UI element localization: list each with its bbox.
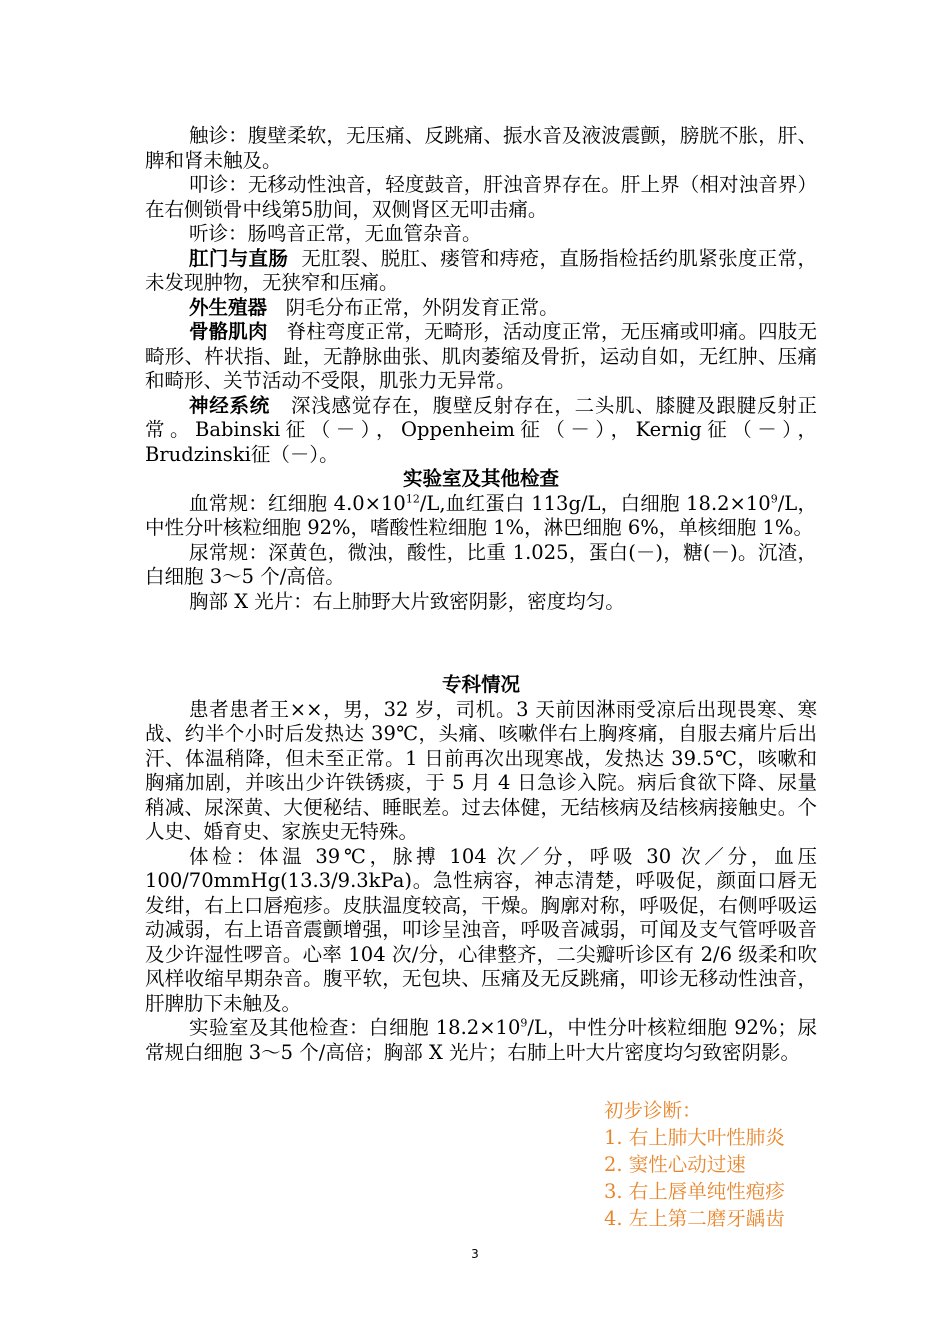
anus-paragraph [145,247,817,296]
page-number: 3 [471,1247,479,1261]
exam-section [145,124,817,614]
blood-text-c: /L，中性分叶核粒细胞 92%，嗜酸性粒细胞 1%，淋巴细胞 6%，单核细胞 1%。 [145,491,817,539]
diagnosis-item: 4. 左上第二磨牙龋齿 [604,1207,785,1230]
diagnosis-item: 1. 右上肺大叶性肺炎 [604,1126,785,1149]
specialty-heading: 专科情况 [441,673,520,696]
genital-text: 阴毛分布正常，外阴发育正常。 [285,295,559,319]
auscultation-paragraph: 听诊：肠鸣音正常，无血管杂音。 [189,222,482,245]
msk-label: 骨骼肌肉 [189,320,268,343]
specialty-lab-paragraph [145,1016,817,1065]
diagnosis-block [604,1097,785,1232]
diagnosis-item: 2. 窦性心动过速 [604,1153,746,1176]
specialty-lab-exponent: 9 [520,1016,528,1030]
urine-paragraph: 尿常规：深黄色，微浊，酸性，比重 1.025，蛋白(－)，糖(－)。沉渣，白细胞 3～5 个/高倍。 [145,540,817,588]
neuro-text: 深浅感觉存在，腹壁反射存在，二头肌、膝腱及跟腱反射正常。Babinski征（－），Oppenheim征（－），Kernig征（－），Brudzinski征（－）。 [145,393,817,466]
lab-heading: 实验室及其他检查 [402,467,559,490]
msk-text: 脊柱弯度正常，无畸形，活动度正常，无压痛或叩痛。四肢无畸形、杵状指、趾，无静脉曲张、肌肉萎缩及骨折，运动自如，无红肿、压痛和畸形、关节活动不受限，肌张力无异常。 [145,320,817,392]
history-paragraph: 患者患者王××，男，32 岁，司机。3 天前因淋雨受凉后出现畏寒、寒战、约半个小时后发热达 39℃，头痛、咳嗽伴右上胸疼痛，自服去痛片后出汗、体温稍降，但未至正常。1 日前再次出现寒战，发热达 39.5℃，咳嗽和胸痛加剧，并咳出少许铁锈痰，于 5 月 4 日急诊入院。病后食欲下降、尿量稍减、尿深黄、大便秘结、睡眠差。过去体健，无结核病及结核病接触史。个人史、婚育史、家族史无特殊。 [145,697,817,843]
physical-paragraph: 体检：体温 39℃，脉搏 104 次／分，呼吸 30 次／分，血压 100/70mmHg(13.3/9.3kPa)。急性病容，神志清楚，呼吸促，颜面口唇无发绀，右上口唇疱疹。皮肤温度较高，干燥。胸廓对称，呼吸促，右侧呼吸运动减弱，右上语音震颤增强，叩诊呈浊音，呼吸音减弱，可闻及支气管呼吸音及少许湿性啰音。心率 104 次/分，心律整齐，二尖瓣听诊区有 2/6 级柔和吹风样收缩早期杂音。腹平软，无包块、压痛及无反跳痛，叩诊无移动性浊音，肝脾肋下未触及。 [145,844,817,1015]
specialty-lab-text-a: 实验室及其他检查：白细胞 18.2×10 [189,1016,521,1039]
genital-paragraph [145,296,817,321]
genital-label: 外生殖器 [189,295,268,319]
blood-exponent-1: 12 [405,492,420,505]
diagnosis-item: 3. 右上唇单纯性疱疹 [604,1180,785,1203]
specialty-lab-text-b: /L，中性分叶核粒细胞 92%；尿常规白细胞 3～5 个/高倍；胸部 X 光片；右肺上叶大片密度均匀致密阴影。 [145,1016,817,1064]
xray-paragraph: 胸部 X 光片：右上肺野大片致密阴影，密度均匀。 [189,589,625,613]
neuro-paragraph [145,394,817,468]
blood-exponent-2: 9 [770,492,778,505]
percussion-paragraph: 叩诊：无移动性浊音，轻度鼓音，肝浊音界存在。肝上界（相对浊音界）在右侧锁骨中线第5肋间，双侧肾区无叩击痛。 [145,173,817,221]
blood-paragraph [145,492,817,541]
anus-label: 肛门与直肠 [189,246,289,270]
blood-text-b: /L,血红蛋白 113g/L，白细胞 18.2×10 [419,491,771,515]
palpation-paragraph: 触诊：腹壁柔软，无压痛、反跳痛、振水音及液波震颤，膀胱不胀，肝、脾和肾未触及。 [145,124,817,172]
diagnosis-title: 初步诊断： [604,1099,702,1122]
msk-paragraph [145,320,817,394]
neuro-label: 神经系统 [189,393,271,417]
anus-text: 无肛裂、脱肛、瘘管和痔疮，直肠指检括约肌紧张度正常，未发现肿物，无狭窄和压痛。 [145,246,817,294]
specialty-section [145,673,817,1065]
blood-text-a: 血常规：红细胞 4.0×10 [189,491,406,515]
